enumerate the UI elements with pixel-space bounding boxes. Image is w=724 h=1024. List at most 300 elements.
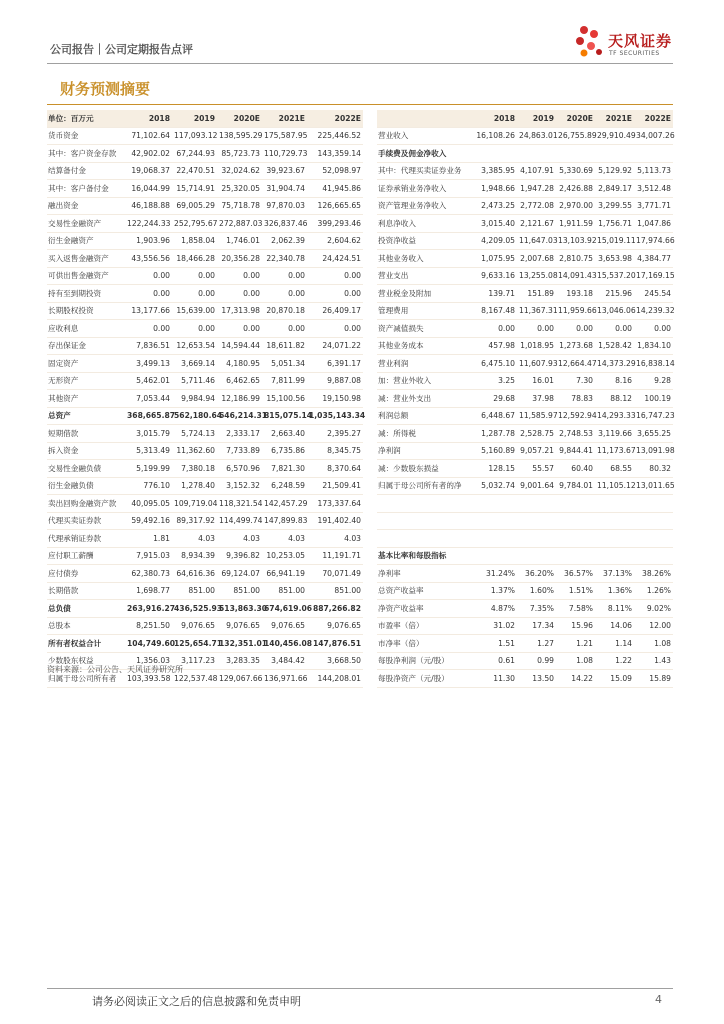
row-value: 26,409.17 <box>307 302 363 320</box>
row-label: 持有至到期投资 <box>47 285 125 303</box>
row-value: 140,456.08 <box>262 635 307 653</box>
row-value: 22,340.78 <box>262 250 307 268</box>
row-value: 2,663.40 <box>262 425 307 443</box>
row-value <box>634 145 673 163</box>
row-value: 13,091.98 <box>634 442 673 460</box>
table-row <box>377 320 673 338</box>
row-value: 9,076.65 <box>172 617 217 635</box>
year-header: 2021E <box>595 110 634 127</box>
logo-sub: TF SECURITIES <box>609 50 660 57</box>
table-row <box>377 372 673 390</box>
table-row <box>377 162 673 180</box>
row-value: 9,784.01 <box>556 477 595 495</box>
row-value: 5,160.89 <box>473 442 517 460</box>
table-row <box>377 197 673 215</box>
table-row <box>377 635 673 653</box>
row-value: 0.00 <box>217 267 262 285</box>
row-value: 245.54 <box>634 285 673 303</box>
row-value <box>556 530 595 548</box>
table-row <box>47 127 363 145</box>
row-value: 8,167.48 <box>473 302 517 320</box>
row-value: 20,870.18 <box>262 302 307 320</box>
row-value: 193.18 <box>556 285 595 303</box>
row-value: 8,934.39 <box>172 547 217 565</box>
page-number: 4 <box>655 993 662 1006</box>
row-value: 7,733.89 <box>217 442 262 460</box>
row-value: 16,747.23 <box>634 407 673 425</box>
row-value: 16,838.14 <box>634 355 673 373</box>
row-value: 36.20% <box>517 565 556 583</box>
row-value <box>473 547 517 565</box>
row-value: 85,723.73 <box>217 145 262 163</box>
row-value <box>595 530 634 548</box>
row-label: 其中：客户备付金 <box>47 180 125 198</box>
row-label: 其中：客户资金存款 <box>47 145 125 163</box>
balance-sheet-table <box>47 110 366 688</box>
row-label: 应付职工薪酬 <box>47 547 125 565</box>
row-value <box>634 512 673 530</box>
row-label: 应收利息 <box>47 320 125 338</box>
row-value: 29.68 <box>473 390 517 408</box>
row-value: 513,863.30 <box>217 600 262 618</box>
row-value: 175,587.95 <box>262 127 307 145</box>
table-row <box>377 530 673 548</box>
row-label: 总资产 <box>47 407 125 425</box>
row-value: 3,655.25 <box>634 425 673 443</box>
row-label: 减：少数股东损益 <box>377 460 473 478</box>
row-label: 净利润 <box>377 442 473 460</box>
row-value <box>517 512 556 530</box>
row-value: 29,910.49 <box>595 127 634 145</box>
row-value: 2,007.68 <box>517 250 556 268</box>
row-value: 128.15 <box>473 460 517 478</box>
row-value: 0.00 <box>262 320 307 338</box>
row-value: 1.51 <box>473 635 517 653</box>
table-row <box>377 442 673 460</box>
row-value: 14,293.33 <box>595 407 634 425</box>
row-value: 16.01 <box>517 372 556 390</box>
row-value: 1,698.77 <box>125 582 172 600</box>
table-row <box>47 320 363 338</box>
row-value: 1.21 <box>556 635 595 653</box>
row-value: 14,091.43 <box>556 267 595 285</box>
row-value: 24,863.01 <box>517 127 556 145</box>
row-value: 0.00 <box>172 285 217 303</box>
row-value: 129,067.66 <box>217 670 262 688</box>
row-value: 3,152.32 <box>217 477 262 495</box>
row-value: 117,093.12 <box>172 127 217 145</box>
row-value: 7.58% <box>556 600 595 618</box>
row-value: 2,528.75 <box>517 425 556 443</box>
row-value: 0.00 <box>125 285 172 303</box>
row-value: 15.89 <box>634 670 673 688</box>
row-value: 0.00 <box>634 320 673 338</box>
row-value: 9,076.65 <box>217 617 262 635</box>
row-value: 2,849.17 <box>595 180 634 198</box>
row-value: 19,068.37 <box>125 162 172 180</box>
row-value: 15,714.91 <box>172 180 217 198</box>
row-value: 11.30 <box>473 670 517 688</box>
report-type-label: 公司报告｜公司定期报告点评 <box>50 43 193 56</box>
row-value: 69,124.07 <box>217 565 262 583</box>
row-value: 88.12 <box>595 390 634 408</box>
row-value: 0.00 <box>307 285 363 303</box>
row-value: 4,209.05 <box>473 232 517 250</box>
table-row <box>47 285 363 303</box>
table-header-row <box>377 110 673 127</box>
row-value: 8,251.50 <box>125 617 172 635</box>
table-row <box>47 215 363 233</box>
row-value: 11,362.60 <box>172 442 217 460</box>
row-value: 3,015.79 <box>125 425 172 443</box>
row-value <box>517 530 556 548</box>
year-header: 2018 <box>473 110 517 127</box>
row-value: 22,470.51 <box>172 162 217 180</box>
row-value: 2,748.53 <box>556 425 595 443</box>
row-value: 9,844.41 <box>556 442 595 460</box>
row-value: 5,113.73 <box>634 162 673 180</box>
row-value: 34,007.26 <box>634 127 673 145</box>
row-value: 1,287.78 <box>473 425 517 443</box>
table-row <box>377 670 673 688</box>
row-value: 3,499.13 <box>125 355 172 373</box>
row-value: 24,424.51 <box>307 250 363 268</box>
row-value: 2,121.67 <box>517 215 556 233</box>
row-value: 263,916.27 <box>125 600 172 618</box>
row-value: 17,169.15 <box>634 267 673 285</box>
row-label: 证券承销业务净收入 <box>377 180 473 198</box>
row-value: 1.37% <box>473 582 517 600</box>
row-value: 815,075.14 <box>262 407 307 425</box>
row-value: 7,821.30 <box>262 460 307 478</box>
row-value: 1.27 <box>517 635 556 653</box>
table-row <box>377 337 673 355</box>
row-value: 16,108.26 <box>473 127 517 145</box>
row-value: 3,484.42 <box>262 652 307 670</box>
row-value: 26,755.89 <box>556 127 595 145</box>
income-statement-table <box>377 110 673 688</box>
row-value: 15,019.11 <box>595 232 634 250</box>
row-value: 3,119.66 <box>595 425 634 443</box>
row-value: 1.14 <box>595 635 634 653</box>
row-value: 126,665.65 <box>307 197 363 215</box>
table-row <box>377 547 673 565</box>
row-value: 3.25 <box>473 372 517 390</box>
table-row <box>377 180 673 198</box>
row-value: 0.00 <box>262 285 307 303</box>
row-value <box>517 547 556 565</box>
row-value: 13,103.92 <box>556 232 595 250</box>
table-row <box>377 407 673 425</box>
table-row <box>47 617 363 635</box>
row-value: 8,370.64 <box>307 460 363 478</box>
row-value: 4,107.91 <box>517 162 556 180</box>
row-value <box>473 495 517 513</box>
row-value: 46,188.88 <box>125 197 172 215</box>
row-value: 125,654.71 <box>172 635 217 653</box>
row-value: 14.22 <box>556 670 595 688</box>
table-row <box>47 407 363 425</box>
row-value: 1,018.95 <box>517 337 556 355</box>
row-value: 326,837.46 <box>262 215 307 233</box>
row-value: 11,585.97 <box>517 407 556 425</box>
table-row <box>377 600 673 618</box>
row-value: 1,075.95 <box>473 250 517 268</box>
row-value: 7.30 <box>556 372 595 390</box>
table-row <box>47 582 363 600</box>
row-value: 4.03 <box>307 530 363 548</box>
row-label: 交易性金融负债 <box>47 460 125 478</box>
row-value: 17,313.98 <box>217 302 262 320</box>
row-value: 4.03 <box>172 530 217 548</box>
table-row <box>377 285 673 303</box>
row-value: 252,795.67 <box>172 215 217 233</box>
row-value: 14,594.44 <box>217 337 262 355</box>
row-value: 18,611.82 <box>262 337 307 355</box>
row-label: 营业利润 <box>377 355 473 373</box>
row-value <box>556 547 595 565</box>
row-value: 12.00 <box>634 617 673 635</box>
row-label: 净利率 <box>377 565 473 583</box>
row-value <box>517 495 556 513</box>
row-label: 交易性金融资产 <box>47 215 125 233</box>
row-value: 78.83 <box>556 390 595 408</box>
row-value: 1,746.01 <box>217 232 262 250</box>
row-value: 2,062.39 <box>262 232 307 250</box>
row-value: 5,129.92 <box>595 162 634 180</box>
year-header: 2022E <box>307 110 363 127</box>
row-label: 买入返售金融资产 <box>47 250 125 268</box>
year-header: 2021E <box>262 110 307 127</box>
unit-label: 单位：百万元 <box>47 110 125 127</box>
row-value: 12,592.94 <box>556 407 595 425</box>
row-value: 0.00 <box>517 320 556 338</box>
row-value: 39,923.67 <box>262 162 307 180</box>
row-value: 37.98 <box>517 390 556 408</box>
row-label: 总股本 <box>47 617 125 635</box>
row-value: 6,570.96 <box>217 460 262 478</box>
row-value: 851.00 <box>307 582 363 600</box>
row-label: 衍生金融负债 <box>47 477 125 495</box>
row-value: 15,537.20 <box>595 267 634 285</box>
row-value: 3,385.95 <box>473 162 517 180</box>
row-label: 其他资产 <box>47 390 125 408</box>
row-value: 9,984.94 <box>172 390 217 408</box>
row-value: 21,509.41 <box>307 477 363 495</box>
table-row <box>47 495 363 513</box>
table-row <box>377 512 673 530</box>
row-value: 9,396.82 <box>217 547 262 565</box>
row-value: 6,391.17 <box>307 355 363 373</box>
row-label: 每股净资产（元/股） <box>377 670 473 688</box>
table-row <box>47 232 363 250</box>
row-value: 6,475.10 <box>473 355 517 373</box>
section-title: 财务预测摘要 <box>60 80 151 98</box>
row-value: 1.81 <box>125 530 172 548</box>
row-value: 18,466.28 <box>172 250 217 268</box>
row-label: 利息净收入 <box>377 215 473 233</box>
table-row <box>47 267 363 285</box>
row-value: 8.11% <box>595 600 634 618</box>
row-value: 2,426.88 <box>556 180 595 198</box>
section-divider <box>47 104 673 105</box>
row-value: 52,098.97 <box>307 162 363 180</box>
row-label: 短期借款 <box>47 425 125 443</box>
row-value: 13,177.66 <box>125 302 172 320</box>
row-label: 减：所得税 <box>377 425 473 443</box>
row-value: 1,528.42 <box>595 337 634 355</box>
row-label: 长期借款 <box>47 582 125 600</box>
table-row <box>47 372 363 390</box>
row-value: 9,633.16 <box>473 267 517 285</box>
row-value: 13,011.65 <box>634 477 673 495</box>
year-header: 2019 <box>517 110 556 127</box>
row-value: 173,337.64 <box>307 495 363 513</box>
row-value: 851.00 <box>262 582 307 600</box>
row-value: 89,317.92 <box>172 512 217 530</box>
row-value: 20,356.28 <box>217 250 262 268</box>
row-value: 5,724.13 <box>172 425 217 443</box>
row-value: 37.13% <box>595 565 634 583</box>
row-value: 142,457.29 <box>262 495 307 513</box>
row-label: 归属于母公司所有者的净 <box>377 477 473 495</box>
row-value: 13,046.06 <box>595 302 634 320</box>
row-value: 8.16 <box>595 372 634 390</box>
row-value: 9.02% <box>634 600 673 618</box>
row-label: 资产管理业务净收入 <box>377 197 473 215</box>
row-value: 0.61 <box>473 652 517 670</box>
row-value: 2,604.62 <box>307 232 363 250</box>
row-value: 1,858.04 <box>172 232 217 250</box>
table-row <box>47 460 363 478</box>
row-value: 24,071.22 <box>307 337 363 355</box>
row-value: 14,239.32 <box>634 302 673 320</box>
row-value: 3,512.48 <box>634 180 673 198</box>
row-value: 75,718.78 <box>217 197 262 215</box>
row-value: 1,035,143.34 <box>307 407 363 425</box>
table-row <box>47 512 363 530</box>
row-label: 减：营业外支出 <box>377 390 473 408</box>
disclaimer-text: 请务必阅读正文之后的信息披露和免责申明 <box>92 995 301 1008</box>
row-value: 32,024.62 <box>217 162 262 180</box>
row-value: 368,665.87 <box>125 407 172 425</box>
table-row <box>377 460 673 478</box>
table-row <box>377 617 673 635</box>
row-label: 长期股权投资 <box>47 302 125 320</box>
row-label: 无形资产 <box>47 372 125 390</box>
row-label: 拆入资金 <box>47 442 125 460</box>
row-value: 15,639.00 <box>172 302 217 320</box>
table-row <box>47 442 363 460</box>
row-value: 1,047.86 <box>634 215 673 233</box>
row-value: 5,032.74 <box>473 477 517 495</box>
table-row <box>47 250 363 268</box>
row-value: 11,367.31 <box>517 302 556 320</box>
row-value: 136,971.66 <box>262 670 307 688</box>
source-note: 资料来源：公司公告、天风证券研究所 <box>47 665 183 674</box>
row-value: 0.99 <box>517 652 556 670</box>
table-row <box>47 162 363 180</box>
year-header: 2022E <box>634 110 673 127</box>
row-value: 2,333.17 <box>217 425 262 443</box>
table-row <box>47 635 363 653</box>
table-row <box>47 145 363 163</box>
row-value: 4,384.77 <box>634 250 673 268</box>
row-value: 9.28 <box>634 372 673 390</box>
row-label: 其他业务成本 <box>377 337 473 355</box>
row-value <box>595 547 634 565</box>
row-label: 净资产收益率 <box>377 600 473 618</box>
row-label: 营业支出 <box>377 267 473 285</box>
row-value: 11,607.93 <box>517 355 556 373</box>
row-value: 5,711.46 <box>172 372 217 390</box>
row-value: 1,356.03 <box>125 652 172 670</box>
row-value: 7,915.03 <box>125 547 172 565</box>
table-row <box>47 565 363 583</box>
table-row <box>377 425 673 443</box>
row-value: 7,053.44 <box>125 390 172 408</box>
row-label: 货币资金 <box>47 127 125 145</box>
row-label <box>377 512 473 530</box>
row-label: 投资净收益 <box>377 232 473 250</box>
year-header: 2018 <box>125 110 172 127</box>
table-row <box>377 215 673 233</box>
row-value: 457.98 <box>473 337 517 355</box>
row-value: 2,810.75 <box>556 250 595 268</box>
row-value: 80.32 <box>634 460 673 478</box>
row-value: 7,380.18 <box>172 460 217 478</box>
row-value: 40,095.05 <box>125 495 172 513</box>
row-label: 归属于母公司所有者 <box>47 670 125 688</box>
row-value <box>595 145 634 163</box>
row-value: 143,359.14 <box>307 145 363 163</box>
row-label: 手续费及佣金净收入 <box>377 145 473 163</box>
row-value: 2,970.00 <box>556 197 595 215</box>
row-value: 147,876.51 <box>307 635 363 653</box>
row-value: 9,076.65 <box>307 617 363 635</box>
row-value: 436,525.93 <box>172 600 217 618</box>
row-value <box>556 145 595 163</box>
table-row <box>47 425 363 443</box>
row-value: 225,446.52 <box>307 127 363 145</box>
row-value: 1.22 <box>595 652 634 670</box>
table-row <box>47 530 363 548</box>
table-row <box>47 600 363 618</box>
row-label: 衍生金融资产 <box>47 232 125 250</box>
row-value: 851.00 <box>172 582 217 600</box>
row-value: 97,870.03 <box>262 197 307 215</box>
row-value: 7,836.51 <box>125 337 172 355</box>
row-label: 管理费用 <box>377 302 473 320</box>
row-value: 6,735.86 <box>262 442 307 460</box>
row-value: 2,395.27 <box>307 425 363 443</box>
logo-name: 天风证券 <box>608 32 673 50</box>
row-value: 42,902.02 <box>125 145 172 163</box>
row-value: 1.08 <box>556 652 595 670</box>
row-value: 147,899.83 <box>262 512 307 530</box>
row-label: 资产减值损失 <box>377 320 473 338</box>
row-label: 代理买卖证券款 <box>47 512 125 530</box>
row-value: 1,911.59 <box>556 215 595 233</box>
row-value <box>556 512 595 530</box>
row-value: 3,669.14 <box>172 355 217 373</box>
row-value: 12,664.47 <box>556 355 595 373</box>
row-value: 144,208.01 <box>307 670 363 688</box>
row-value: 3,283.35 <box>217 652 262 670</box>
row-value: 60.40 <box>556 460 595 478</box>
row-value: 16,044.99 <box>125 180 172 198</box>
row-value: 59,492.16 <box>125 512 172 530</box>
